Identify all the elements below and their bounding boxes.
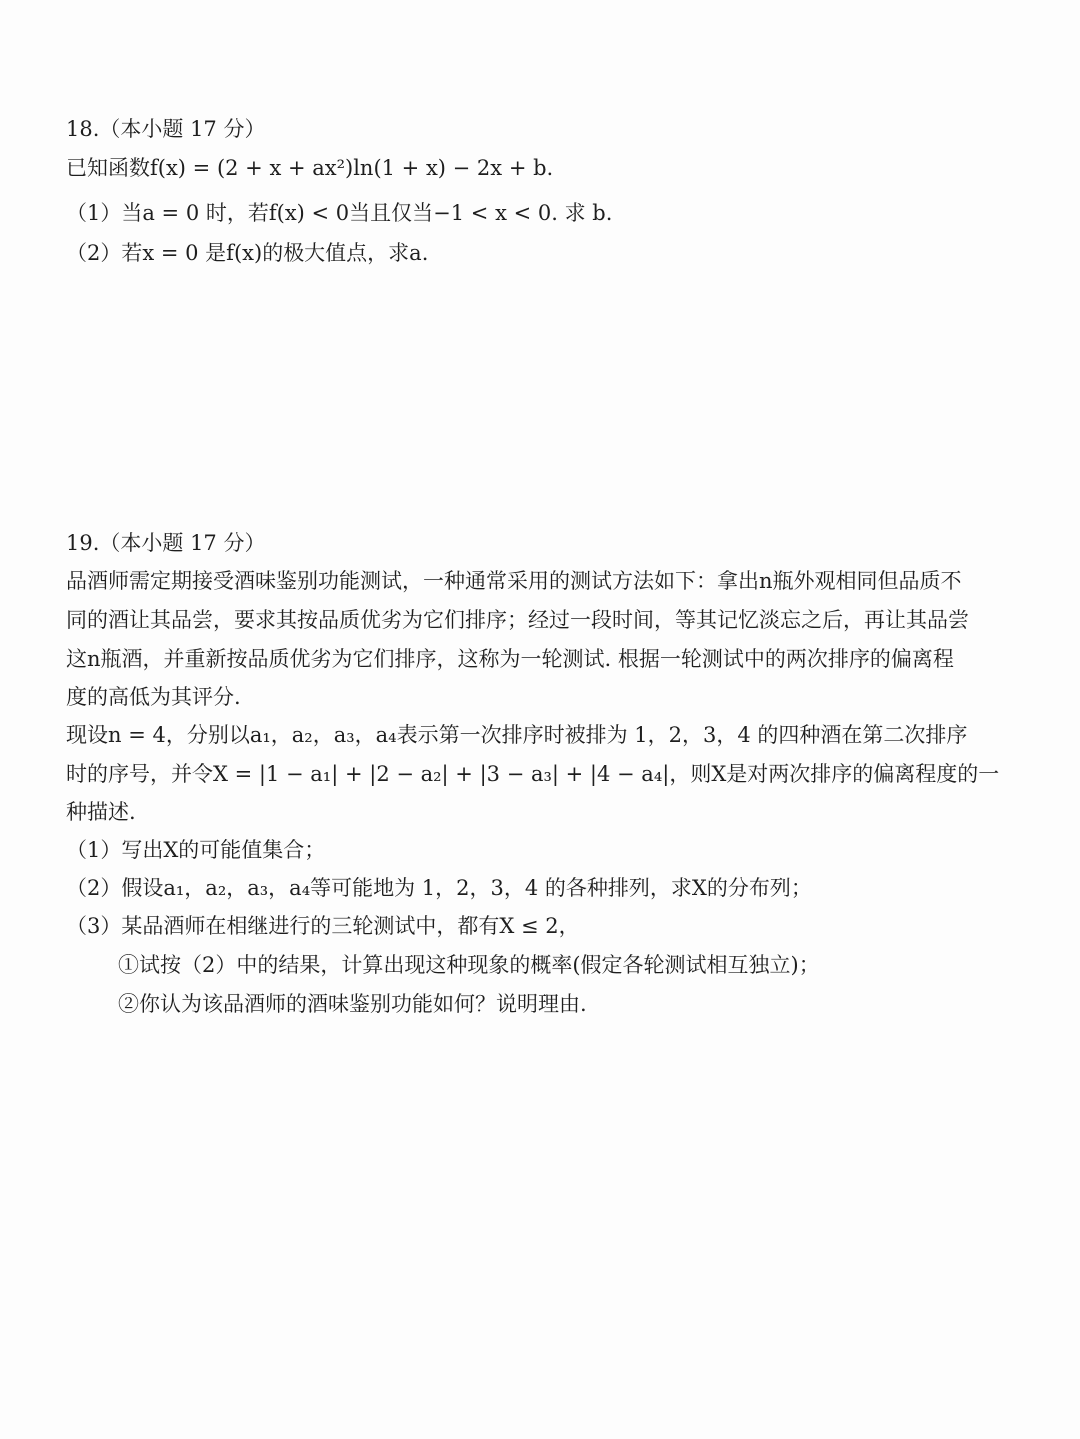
q18-header: 18.（本小题 17 分）: [66, 117, 266, 141]
q19-part3-i: ①试按（2）中的结果，计算出现这种现象的概率(假定各轮测试相互独立)；: [118, 953, 820, 977]
q19-para1-line4: 度的高低为其评分.: [66, 685, 241, 709]
q19-para1-line3: 这n瓶酒，并重新按品质优劣为它们排序，这称为一轮测试. 根据一轮测试中的两次排序的偏离程: [66, 647, 954, 671]
q19-part3: （3）某品酒师在相继进行的三轮测试中，都有X ≤ 2，: [66, 914, 580, 938]
q19-para2-line3: 种描述.: [66, 800, 136, 824]
q19-part3-ii: ②你认为该品酒师的酒味鉴别功能如何？说明理由.: [118, 992, 587, 1016]
q18-stem: 已知函数f(x) = (2 + x + ax²)ln(1 + x) − 2x + b.: [66, 156, 554, 180]
q19-para1-line2: 同的酒让其品尝，要求其按品质优劣为它们排序；经过一段时间，等其记忆淡忘之后，再让其品尝: [66, 608, 969, 632]
q18-part2: （2）若x = 0 是f(x)的极大值点，求a.: [66, 241, 429, 265]
q19-para1-line1: 品酒师需定期接受酒味鉴别功能测试，一种通常采用的测试方法如下：拿出n瓶外观相同但品质不: [66, 569, 962, 593]
q19-part2: （2）假设a₁，a₂，a₃，a₄等可能地为 1，2，3，4 的各种排列，求X的分布列；: [66, 876, 812, 900]
q19-header: 19.（本小题 17 分）: [66, 531, 266, 555]
q19-para2-line1: 现设n = 4，分别以a₁，a₂，a₃，a₄表示第一次排序时被排为 1，2，3，4 的四种酒在第二次排序: [66, 723, 968, 747]
q18-part1: （1）当a = 0 时，若f(x) < 0当且仅当−1 < x < 0. 求 b.: [66, 201, 613, 225]
q19-part1: （1）写出X的可能值集合；: [66, 838, 326, 862]
q19-para2-line2: 时的序号，并令X = |1 − a₁| + |2 − a₂| + |3 − a₃| + |4 − a₄|，则X是对两次排序的偏离程度的一: [66, 762, 1000, 786]
